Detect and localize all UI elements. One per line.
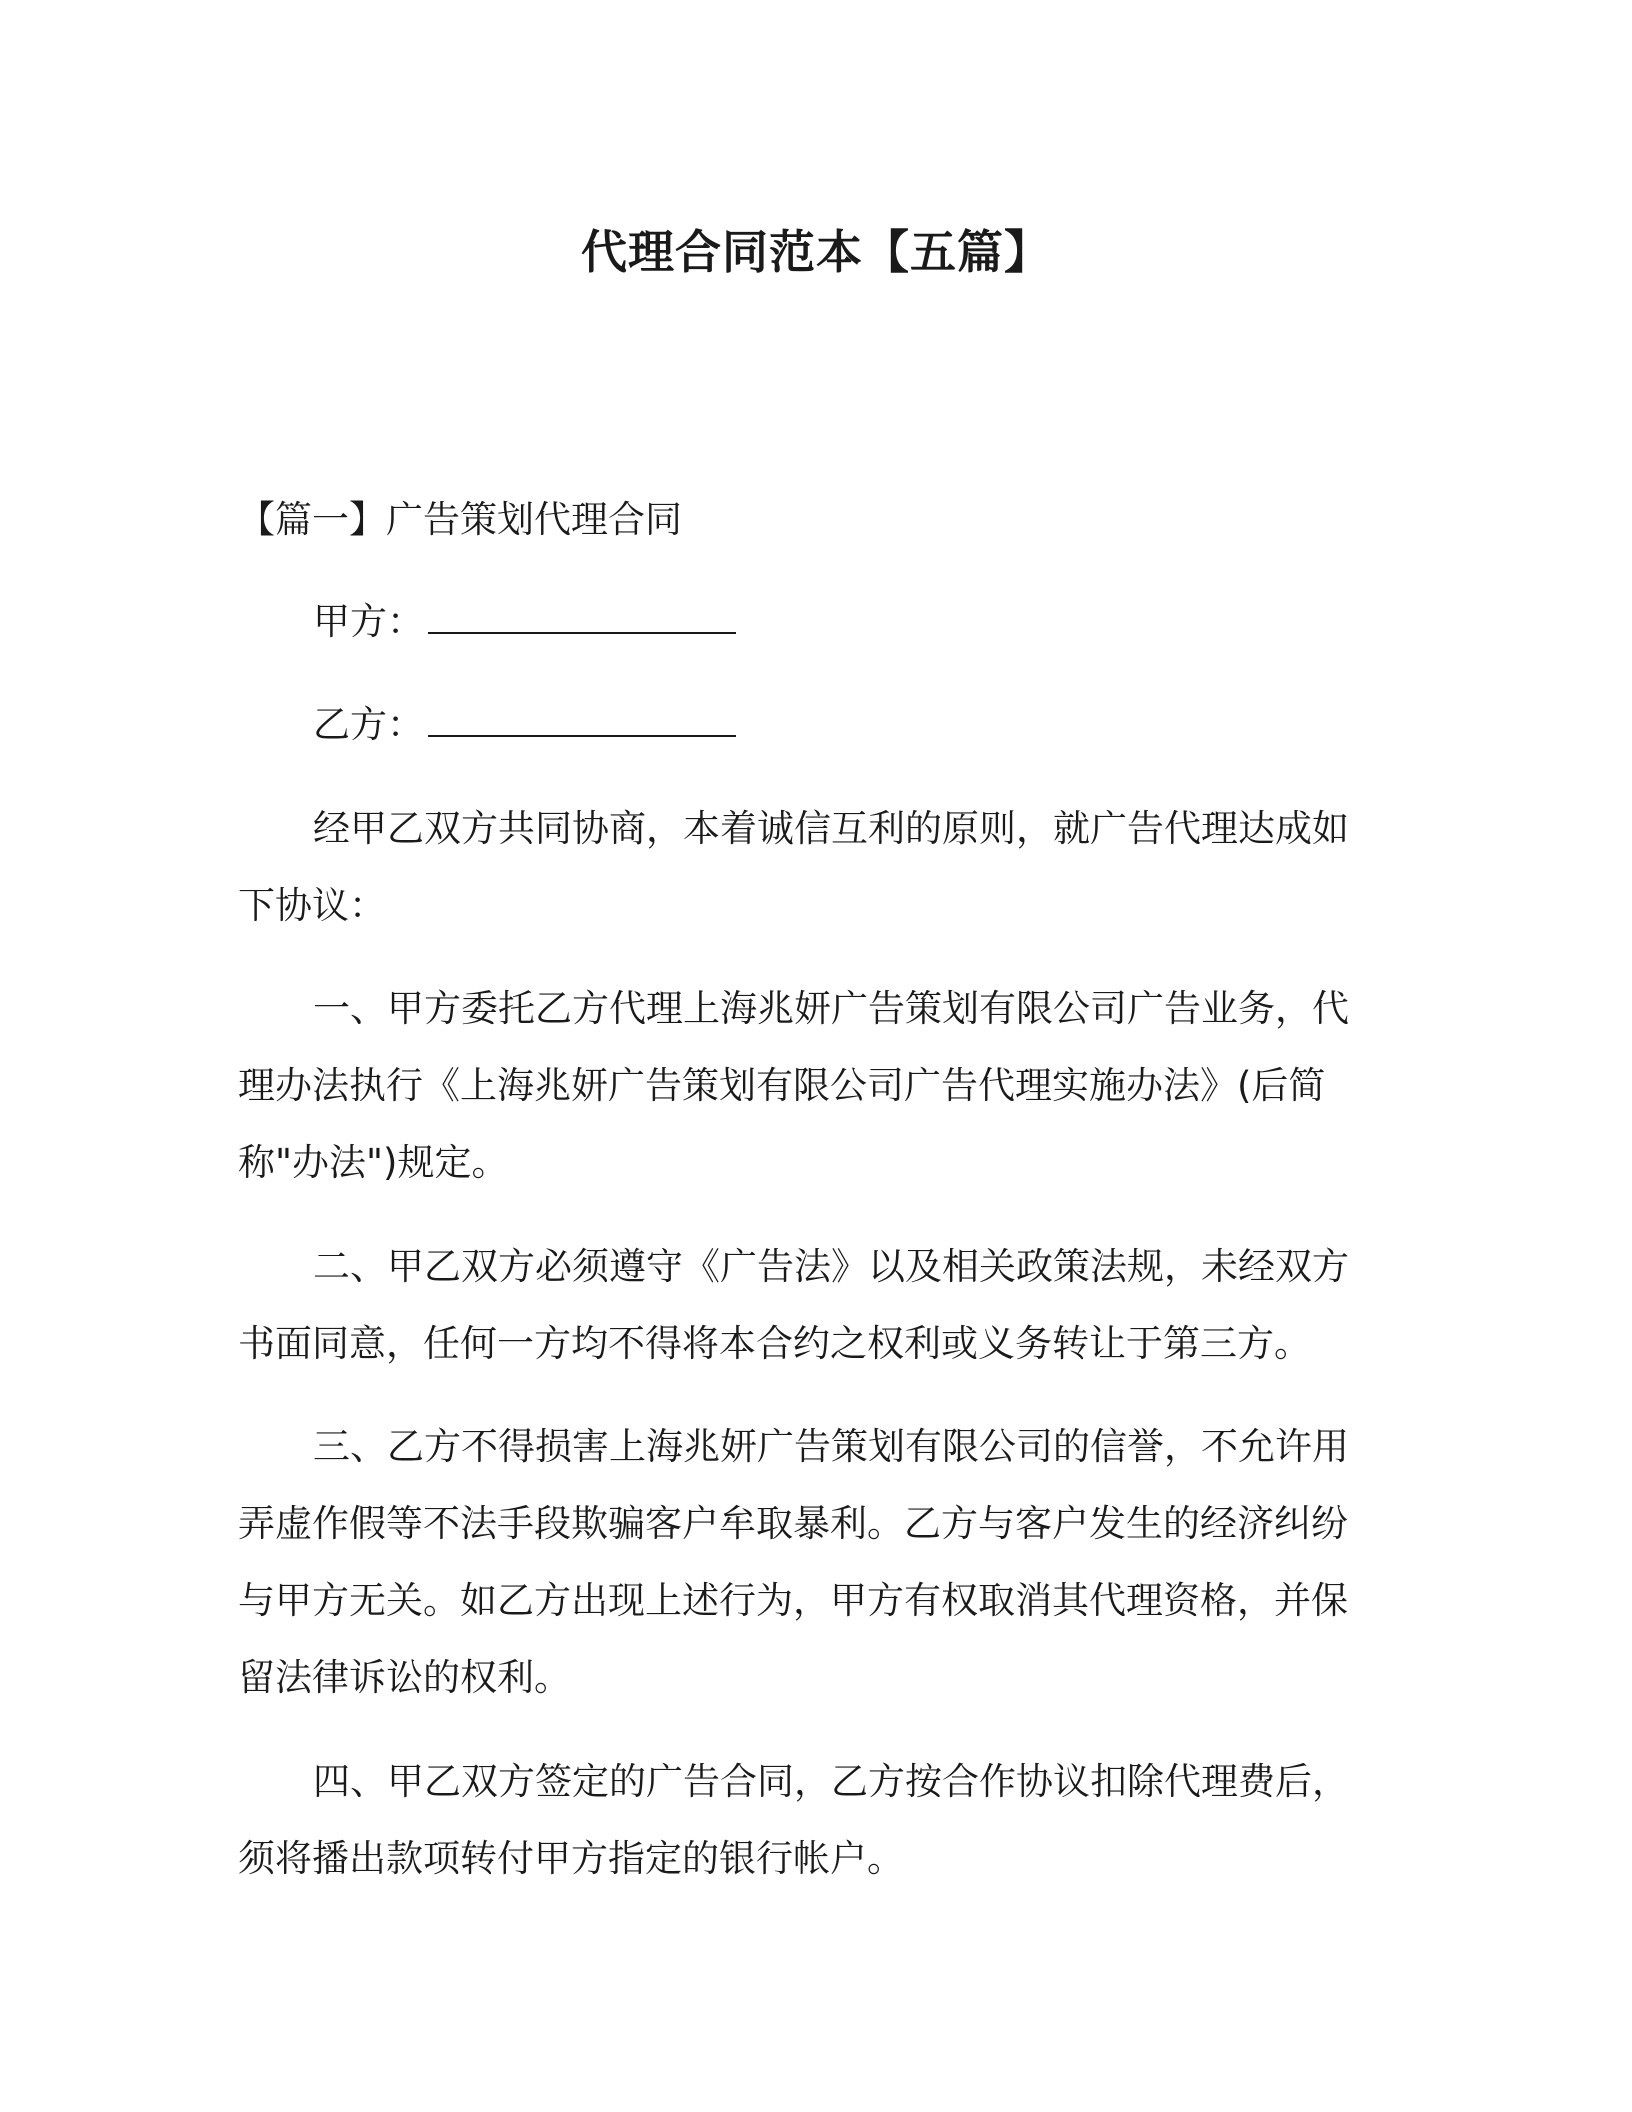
party-b-label: 乙方： (313, 703, 424, 746)
section-heading: 【篇一】广告策划代理合同 (238, 498, 682, 541)
party-a-field (313, 594, 736, 650)
party-b-field (313, 697, 736, 753)
party-a-blank-line (428, 596, 736, 634)
paragraph-clause-2: 二、甲乙双方必须遵守《广告法》以及相关政策法规，未经双方书面同意，任何一方均不得将本合约之权利或义务转让于第三方。 (238, 1245, 1349, 1365)
party-b-blank-line (428, 699, 736, 737)
document-title: 代理合同范本【五篇】 (581, 225, 1051, 279)
paragraph-clause-1: 一、甲方委托乙方代理上海兆妍广告策划有限公司广告业务，代理办法执行《上海兆妍广告策划有限公司广告代理实施办法》(后简称"办法")规定。 (238, 987, 1349, 1184)
paragraph-clause-4: 四、甲乙双方签定的广告合同，乙方按合作协议扣除代理费后，须将播出款项转付甲方指定的银行帐户。 (238, 1760, 1349, 1880)
paragraph-intro: 经甲乙双方共同协商，本着诚信互利的原则，就广告代理达成如下协议： (238, 807, 1349, 927)
paragraph-clause-3: 三、乙方不得损害上海兆妍广告策划有限公司的信誉，不允许用弄虚作假等不法手段欺骗客户牟取暴利。乙方与客户发生的经济纠纷与甲方无关。如乙方出现上述行为，甲方有权取消其代理资格，并保留法律诉讼的权利。 (238, 1425, 1349, 1699)
party-a-label: 甲方： (313, 600, 424, 643)
